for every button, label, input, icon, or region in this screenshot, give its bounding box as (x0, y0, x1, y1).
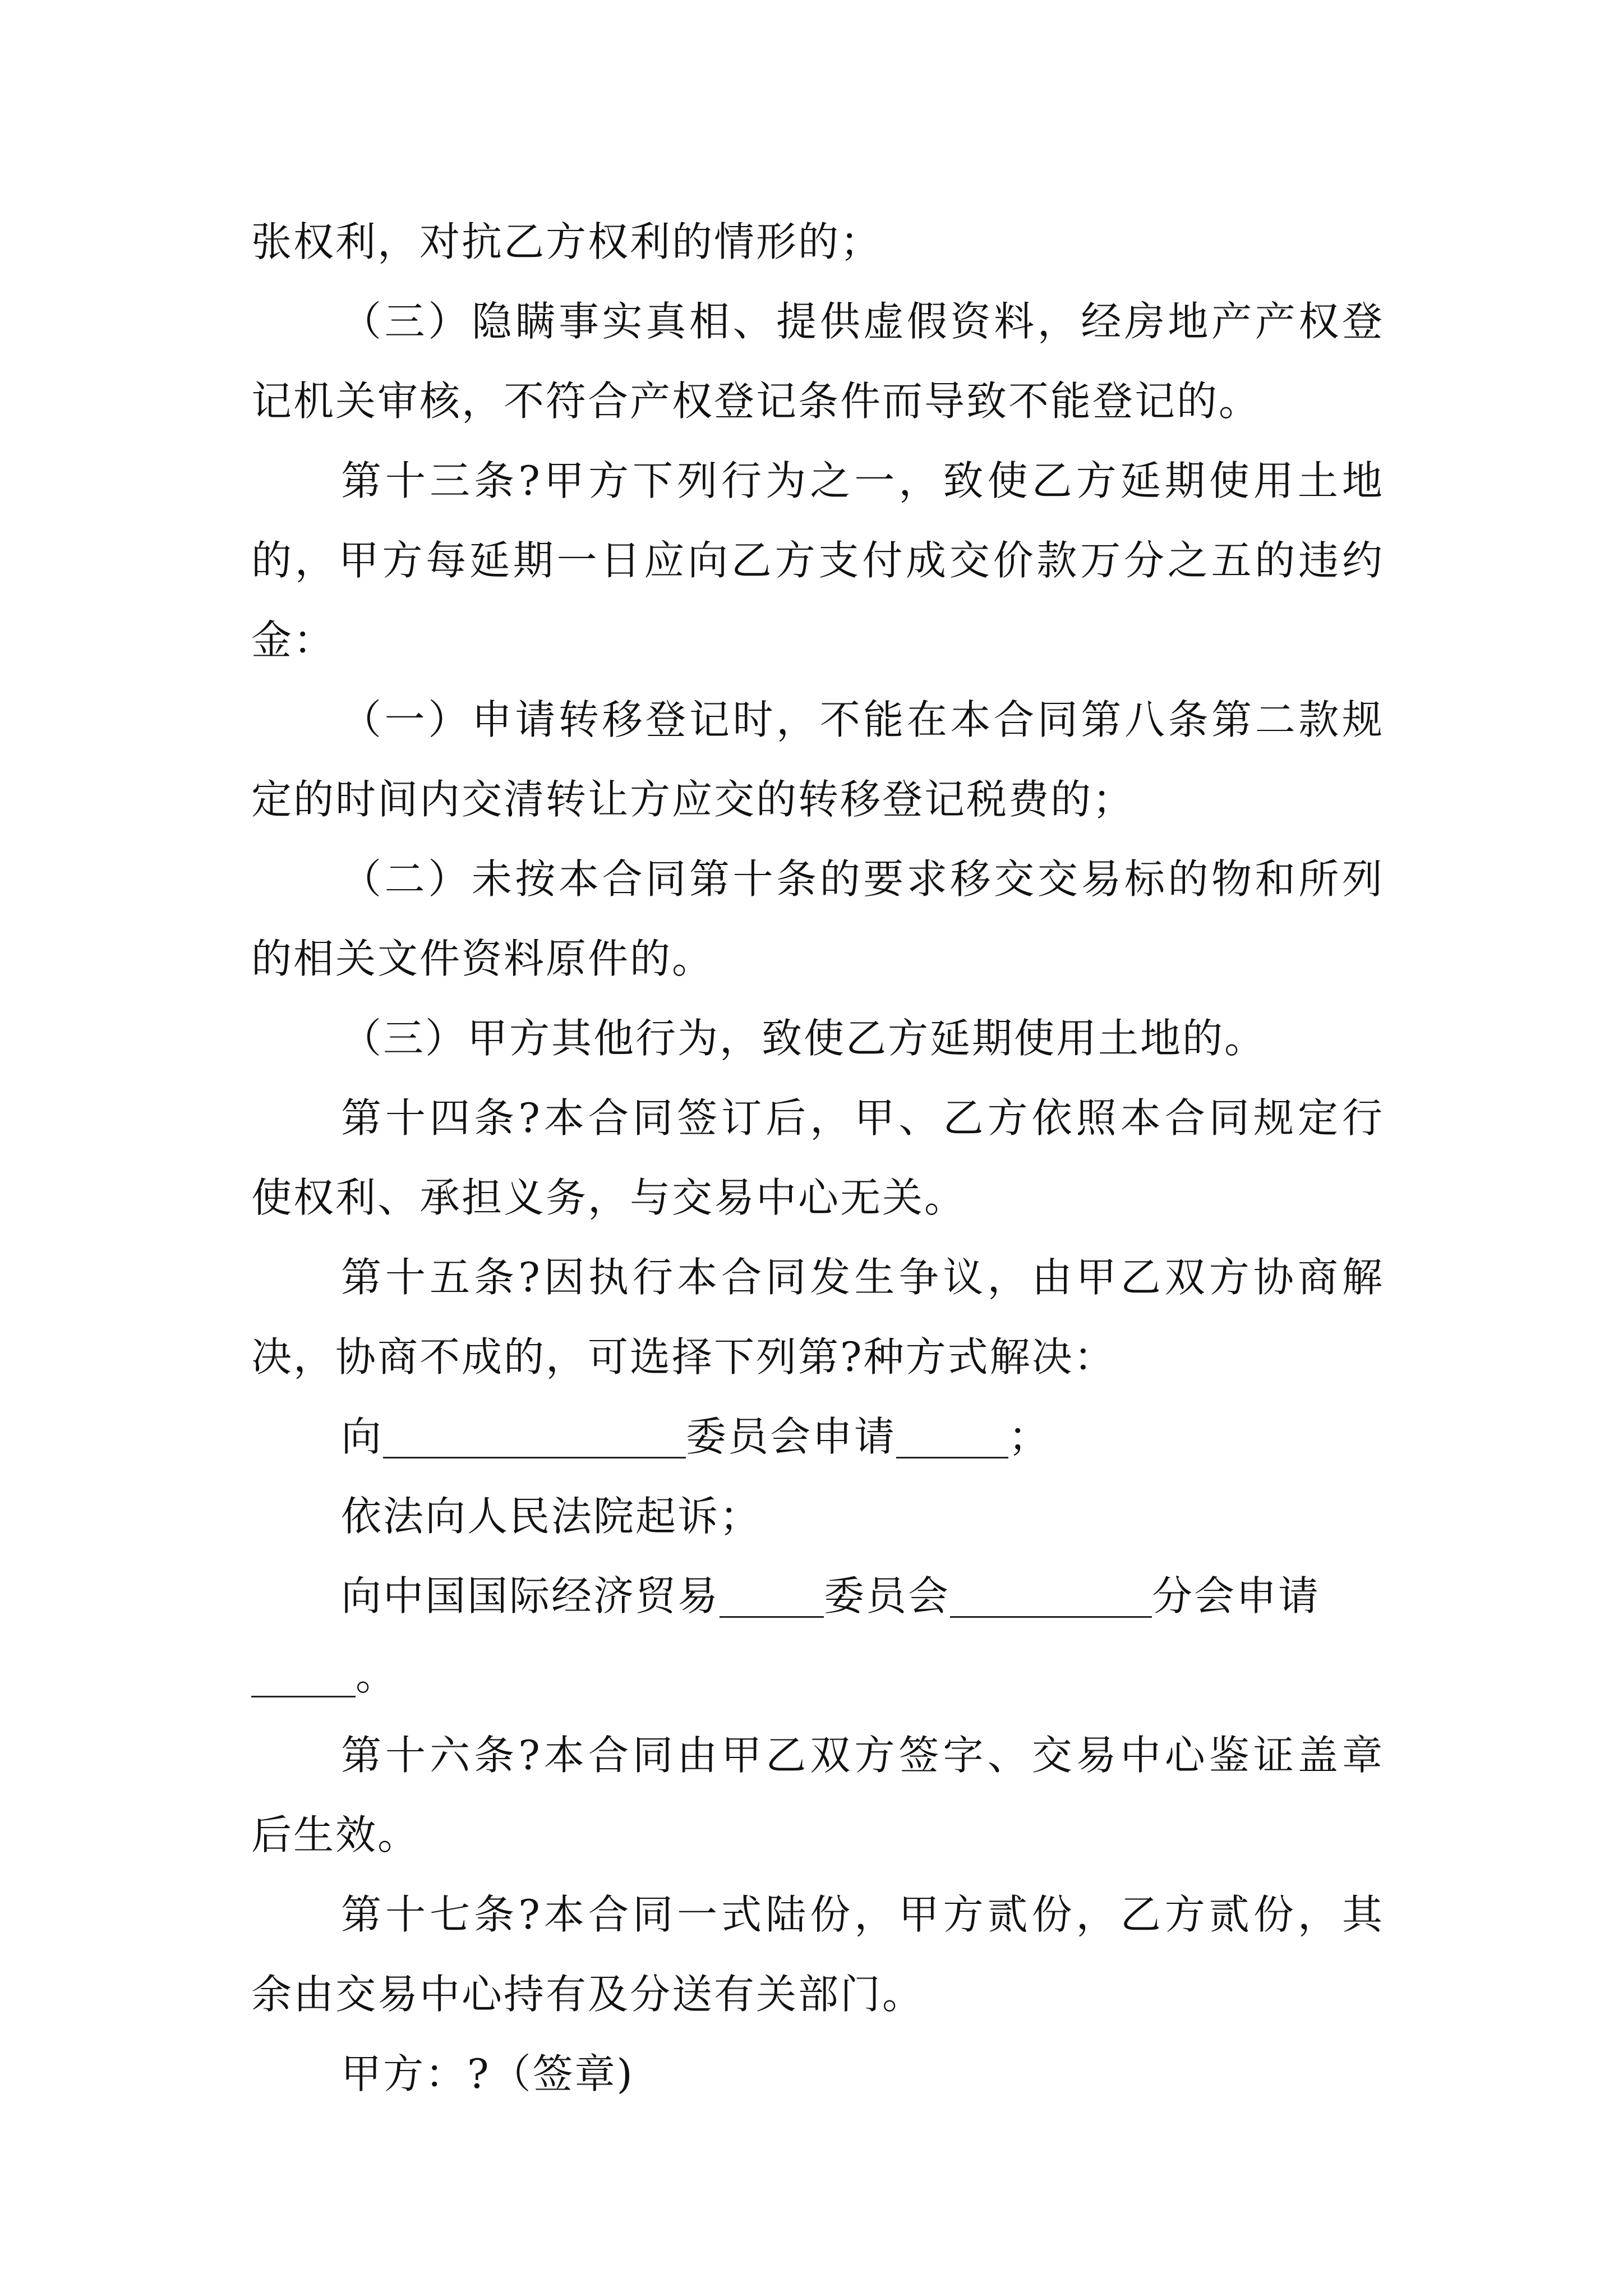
article-15-heading: 第十五条?因执行本合同发生争议，由甲乙双方协商解 (341, 1254, 1384, 1301)
document-page (251, 202, 1384, 2114)
text-line: 后生效。 (251, 1811, 420, 1858)
text-line: 张权利，对抗乙方权利的情形的； (251, 218, 883, 265)
fill-in-blank[interactable] (720, 1581, 824, 1618)
article-13-heading: 第十三条?甲方下列行为之一，致使乙方延期使用土地 (341, 457, 1384, 504)
option-text: 分会申请 (1152, 1572, 1321, 1619)
fill-in-blank[interactable] (383, 1422, 686, 1458)
article-14-heading: 第十四条?本合同签订后，甲、乙方依照本合同规定行 (341, 1094, 1384, 1142)
text-line: 的，甲方每延期一日应向乙方支付成交价款万分之五的违约 (251, 537, 1384, 584)
option-text: 。 (356, 1652, 398, 1699)
article-16-heading: 第十六条?本合同由甲乙双方签字、交易中心鉴证盖章 (341, 1732, 1384, 1779)
option-text: ； (1008, 1413, 1051, 1460)
option-text: 向中国国际经济贸易 (341, 1572, 720, 1619)
paragraph-first-line: （三）隐瞒事实真相、提供虚假资料，经房地产产权登 (341, 298, 1384, 345)
trade-arbitration-option-continuation (251, 1636, 1384, 1715)
paragraph-first-line: （一）申请转移登记时，不能在本合同第八条第二款规 (341, 696, 1384, 743)
text-line: 的相关文件资料原件的。 (251, 935, 714, 982)
text-line: 余由交易中心持有及分送有关部门。 (251, 1971, 925, 2018)
litigation-option-line: 依法向人民法院起诉； (341, 1493, 762, 1540)
fill-in-blank[interactable] (896, 1422, 1008, 1458)
article-17-heading: 第十七条?本合同一式陆份，甲方贰份，乙方贰份，其 (341, 1891, 1384, 1938)
fill-in-blank[interactable] (950, 1581, 1152, 1618)
trade-arbitration-option-line (251, 1556, 1384, 1636)
text-line: 定的时间内交清转让方应交的转移登记税费的； (251, 776, 1135, 823)
option-text: 向 (341, 1413, 384, 1460)
option-text: 委员会 (824, 1572, 951, 1619)
paragraph-first-line: （二）未按本合同第十条的要求移交交易标的物和所列 (341, 855, 1384, 903)
paragraph-first-line: （三）甲方其他行为，致使乙方延期使用土地的。 (341, 1015, 1267, 1062)
party-a-signature-line: 甲方：?（签章) (341, 2050, 634, 2097)
text-line: 金： (251, 616, 336, 664)
text-line: 记机关审核，不符合产权登记条件而导致不能登记的。 (251, 378, 1261, 425)
fill-in-blank[interactable] (251, 1661, 356, 1697)
text-line: 决，协商不成的，可选择下列第?种方式解决： (251, 1333, 1116, 1381)
option-text: 委员会申请 (686, 1413, 897, 1460)
text-line: 使权利、承担义务，与交易中心无关。 (251, 1174, 967, 1221)
arbitration-option-line (251, 1397, 1384, 1476)
